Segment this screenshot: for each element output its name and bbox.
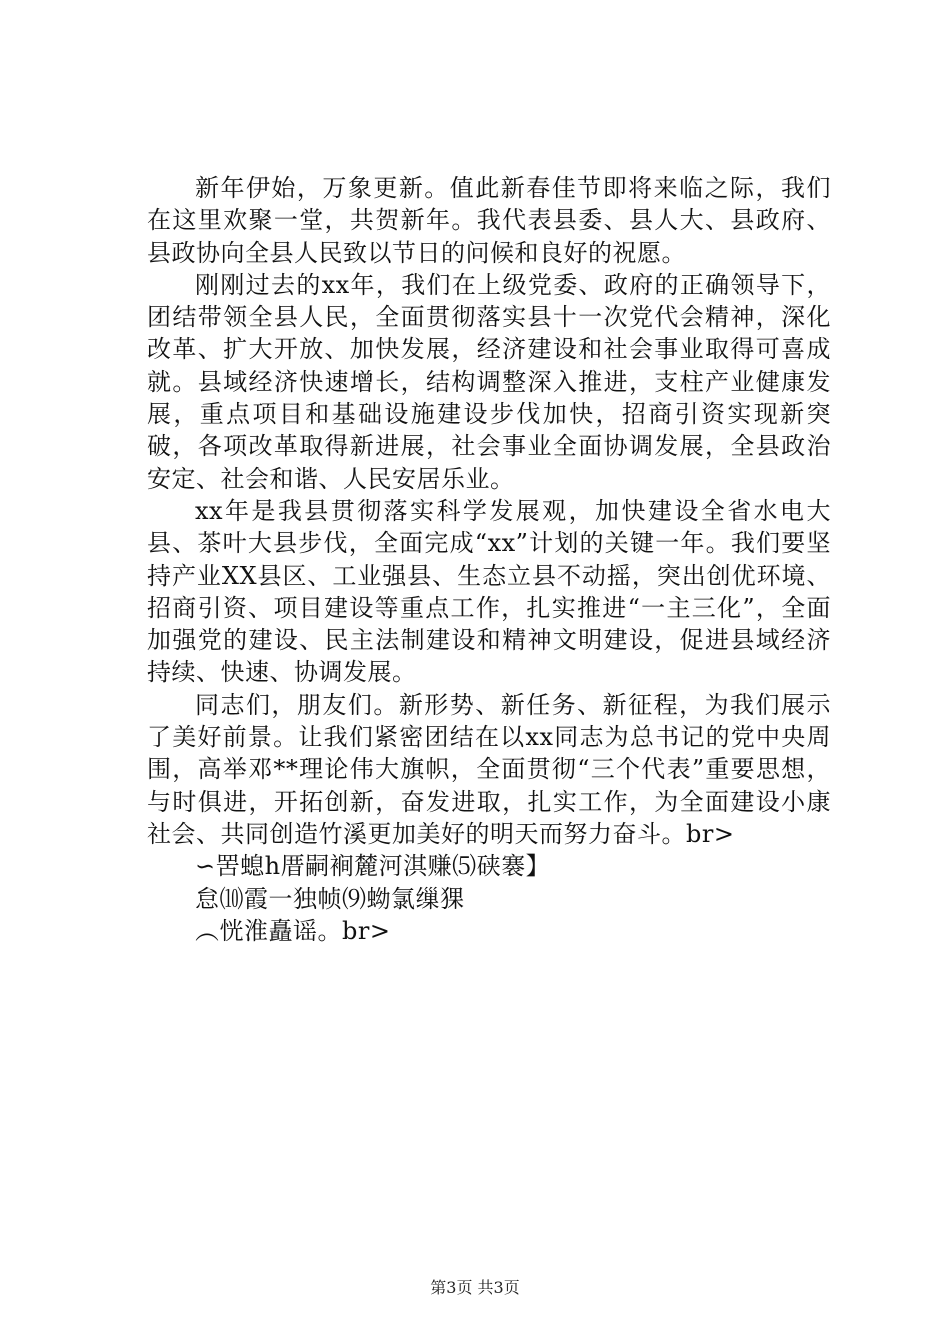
paragraph-key-year-plan: xx年是我县贯彻落实科学发展观，加快建设全省水电大县、茶叶大县步伐，全面完成“xx”计划的关键一年。我们要坚持产业XX县区、工业强县、生态立县不动摇，突出创优环境、招商引资、项目建设等重点工作，扎实推进“一主三化”，全面加强党的建设、民主法制建设和精神文明建设，促进县域经济持续、快速、协调发展。 [147, 496, 831, 687]
document-body [147, 172, 831, 947]
garbled-line-3: ︵恍淮矗谣。br> [195, 916, 391, 945]
page-number-footer: 第3页 共3页 [430, 1278, 520, 1297]
paragraph-new-year-greeting: 新年伊始，万象更新。值此新春佳节即将来临之际，我们在这里欢聚一堂，共贺新年。我代表县委、县人大、县政府、县政协向全县人民致以节日的问候和良好的祝愿。 [147, 174, 831, 267]
paragraph-past-year-review: 刚刚过去的xx年，我们在上级党委、政府的正确领导下，团结带领全县人民，全面贯彻落实县十一次党代会精神，深化改革、扩大开放、加快发展，经济建设和社会事业取得可喜成就。县域经济快速增长，结构调整深入推进，支柱产业健康发展，重点项目和基础设施建设步伐加快，招商引资实现新突破，各项改革取得新进展，社会事业全面协调发展，全县政治安定、社会和谐、人民安居乐业。 [147, 270, 831, 493]
garbled-line-1: ∽罟螅h厝嗣裥麓河淇赚⑸硖褰】 [195, 852, 551, 881]
garbled-line-2: 怠⑽霞一独帧⑼蚴氯缫猓 [195, 884, 465, 913]
paragraph-closing-call: 同志们，朋友们。新形势、新任务、新征程，为我们展示了美好前景。让我们紧密团结在以xx同志为总书记的党中央周围，高举邓**理论伟大旗帜，全面贯彻“三个代表”重要思想，与时俱进，开拓创新，奋发进取，扎实工作，为全面建设小康社会、共同创造竹溪更加美好的明天而努力奋斗。br> [147, 690, 831, 848]
